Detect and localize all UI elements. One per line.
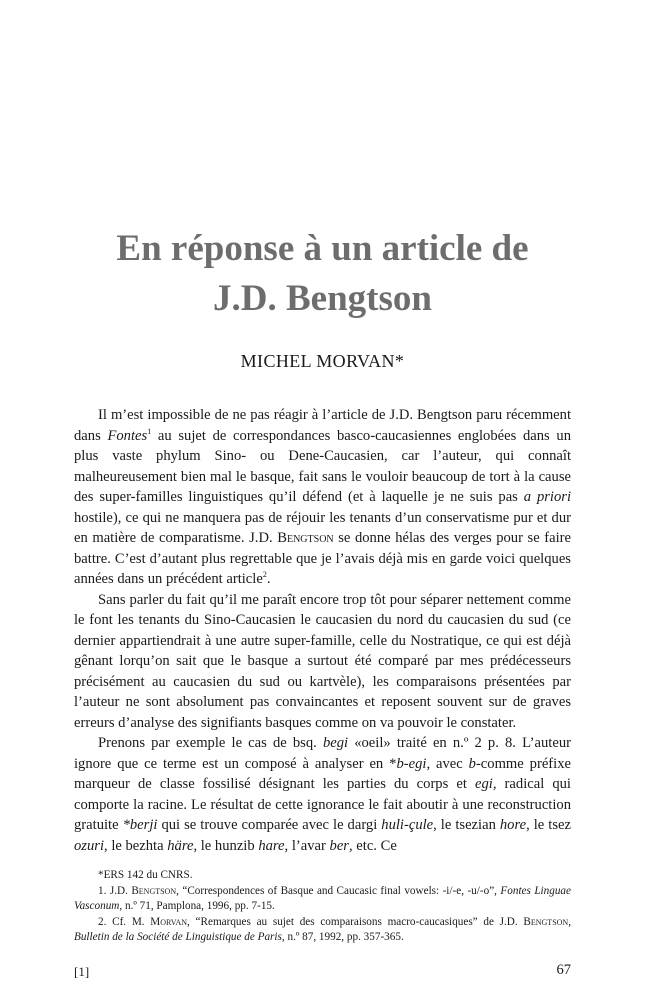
italic-term: b-egi: [396, 755, 427, 772]
article-body: [74, 405, 571, 856]
journal-title: Fontes Linguae Vasconum,: [74, 884, 571, 912]
italic-term: Fontes: [107, 427, 148, 444]
italic-term: ozuri: [74, 837, 105, 854]
article-title: [0, 224, 645, 324]
italic-term: b: [468, 755, 476, 772]
italic-term: ber: [329, 837, 349, 854]
page-marker: [1]: [74, 964, 90, 979]
italic-term: hare: [258, 837, 285, 854]
footnotes: [74, 868, 571, 946]
small-caps-name: Morvan: [150, 915, 188, 928]
title-line-1: En réponse à un article de: [116, 228, 529, 269]
footnote-affiliation: *ERS 142 du CNRS.: [98, 869, 193, 881]
paragraph-3: Prenons par exemple le cas de bsq. begi «oeil» traité en n.º 2 p. 8. L’auteur ignore que ce terme est un composé à analyser en *b-egi, avec b-comme préfixe marqueur de classe fossilisé désignant les parties du corps et egi, radical qui comporte la racine. Le résultat de cette ignorance le fait aboutir à une reconstruction gratuite *berji qui se trouve comparée avec le dargi huli-çule, le tsezian hore, le tsez ozuri, le bezhta häre, le hunzib hare, l’avar ber, etc. Ce: [74, 735, 571, 854]
italic-term: häre: [167, 837, 194, 854]
journal-title: Bulletin de la Société de Linguistique de Paris,: [74, 931, 285, 943]
italic-term: *berji: [122, 817, 158, 833]
paragraph-1: Il m’est impossible de ne pas réagir à l’article de J.D. Bengtson paru récemment dans Fontes$^1$ au sujet de correspondances basco-caucasiennes englobées dans un plus vaste phylum Sino- ou Dene-Caucasien, car l’auteur, qui connaît malheureusement bien mal le basque, fait sans le vouloir beaucoup de tort à la cause des super-familles linguistiques qu’il défend (et à laquelle je ne suis pas a priori hostile), ce qui ne manquera pas de réjouir les tenants d’un conservatisme pur et dur en matière de comparatisme. J.D. Bengtson se donne hélas des verges pour se faire battre. C’est d’autant plus regrettable que je l’avais déjà mis en garde voici quelques années dans un précédent article$^2$.: [74, 407, 572, 587]
title-line-2: J.D. Bengtson: [213, 278, 432, 319]
footnote-1: 1. J.D. Bengtson, “Correspondences of Basque and Caucasic final vowels: -i/-e, -u/-o”, Fontes Linguae Vasconum, n.º 71, Pamplona, 1996, pp. 7-15.: [74, 884, 571, 912]
page-number: 67: [556, 962, 571, 978]
small-caps-name: Bengtson: [131, 884, 177, 897]
italic-term: a priori: [523, 489, 572, 505]
footnote-2: 2. Cf. M. Morvan, “Remarques au sujet des comparaisons macro-caucasiques” de J.D. Bengtson, Bulletin de la Société de Linguistique de Paris, n.º 87, 1992, pp. 357-365.: [74, 915, 571, 943]
paragraph-2: Sans parler du fait qu’il me paraît encore trop tôt pour séparer nettement comme le font les tenants du Sino-Caucasien le caucasien du nord du caucasien du sud (ce dernier appartiendrait à une autre super-famille, celle du Nostratique, ce qui est déjà gênant lorqu’on sait que le basque a surtout été comparé par mes prédécesseurs précisément au caucasien du sud ou kartvèle), les comparaisons présentées par l’auteur ne sont absolument pas convaincantes et reposent souvent sur de graves erreurs d’analyse des signifiants basques comme on va pouvoir le constater.: [74, 591, 571, 731]
footnote-ref-2: 2: [262, 570, 267, 579]
italic-term: hore: [499, 817, 527, 833]
small-caps-name: Bengtson: [523, 915, 569, 928]
small-caps-name: Bengtson: [277, 530, 334, 546]
footnote-ref-1: 1: [147, 426, 152, 436]
italic-term: begi: [322, 735, 349, 751]
italic-term: egi: [474, 776, 493, 792]
author-name: MICHEL MORVAN*: [240, 351, 405, 371]
italic-term: huli-çule: [381, 817, 434, 833]
